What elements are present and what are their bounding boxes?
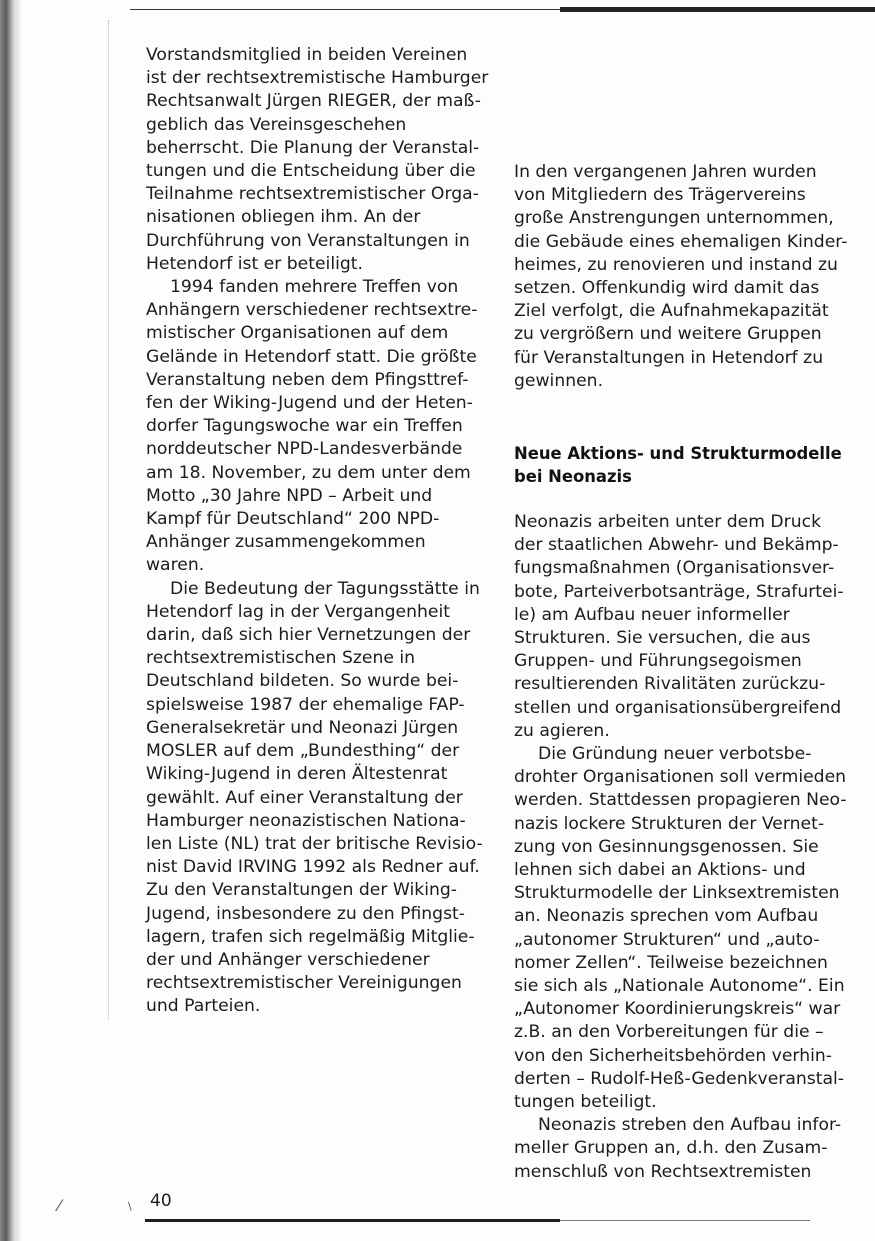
text-line: und Parteien. <box>146 996 261 1017</box>
text-line: waren. <box>146 555 205 576</box>
text-line: an. Neonazis sprechen vom Aufbau <box>514 906 819 927</box>
text-line: Gelände in Hetendorf statt. Die größte <box>146 346 477 367</box>
text-line: fungsmaßnahmen (Organisationsver- <box>514 558 835 579</box>
text-line: tungen beteiligt. <box>514 1092 657 1113</box>
text-line: heimes, zu renovieren und instand zu <box>514 254 838 275</box>
text-line: gewinnen. <box>514 370 604 391</box>
text-line: von Mitgliedern des Trägervereins <box>514 185 806 206</box>
text-line: zu vergrößern und weitere Gruppen <box>514 324 822 345</box>
text-line: Vorstandsmitglied in beiden Vereinen <box>146 45 468 65</box>
text-line: Deutschland bildeten. So wurde bei- <box>146 671 459 692</box>
section-heading <box>514 442 842 488</box>
text-line: Neonazis arbeiten unter dem Druck <box>514 512 822 532</box>
text-line: nomer Zellen“. Teilweise bezeichnen <box>514 952 828 973</box>
text-line: Durchführung von Veranstaltungen in <box>146 230 470 251</box>
text-line: Zu den Veranstaltungen der Wiking- <box>146 880 457 901</box>
text-line: „autonomer Strukturen“ und „auto- <box>514 929 820 950</box>
text-line: nisationen obliegen ihm. An der <box>146 207 421 228</box>
text-line: der und Anhänger verschiedener <box>146 949 430 970</box>
margin-scan-dots <box>108 20 109 1020</box>
text-line: „Autonomer Koordinierungskreis“ war <box>514 999 841 1020</box>
text-line: Jugend, insbesondere zu den Pfingst- <box>146 903 465 924</box>
text-line: z.B. an den Vorbereitungen für die – <box>514 1022 824 1043</box>
text-line: Generalsekretär und Neonazi Jürgen <box>146 717 459 738</box>
text-line: Gruppen- und Führungsegoismen <box>514 651 802 672</box>
text-line: lagern, trafen sich regelmäßig Mitglie- <box>146 926 475 947</box>
text-line: geblich das Vereinsgeschehen <box>146 114 407 135</box>
pencil-mark: \ <box>128 1200 132 1213</box>
text-line: drohter Organisationen soll vermieden <box>514 767 847 788</box>
text-line: ist der rechtsextremistische Hamburger <box>146 68 489 89</box>
text-line: norddeutscher NPD-Landesverbände <box>146 439 463 460</box>
text-line: mistischer Organisationen auf dem <box>146 323 449 344</box>
text-line: 1994 fanden mehrere Treffen von <box>170 277 459 298</box>
text-line: meller Gruppen an, d.h. den Zusam- <box>514 1138 828 1159</box>
text-line: In den vergangenen Jahren wurden <box>514 162 817 182</box>
text-line: Strukturmodelle der Linksextremisten <box>514 883 840 904</box>
section-heading-line: Neue Aktions- und Strukturmodelle <box>514 444 842 463</box>
text-line: Anhänger zusammengekommen <box>146 532 426 553</box>
scan-shadow-edge <box>0 0 22 1241</box>
text-line: bote, Parteiverbotsanträge, Strafurtei- <box>514 581 844 602</box>
text-line: sie sich als „Nationale Autonome“. Ein <box>514 976 845 997</box>
text-line: werden. Stattdessen propagieren Neo- <box>514 790 847 811</box>
text-line: spielsweise 1987 der ehemalige FAP- <box>146 694 465 715</box>
text-line: am 18. November, zu dem unter dem <box>146 462 471 483</box>
text-line: stellen und organisationsübergreifend <box>514 697 842 718</box>
text-line: Ziel verfolgt, die Aufnahmekapazität <box>514 301 829 322</box>
text-line: Kampf für Deutschland“ 200 NPD- <box>146 509 440 530</box>
text-line: Teilnahme rechtsextremistischer Orga- <box>146 184 479 205</box>
text-line: Veranstaltung neben dem Pfingsttref- <box>146 369 469 390</box>
text-line: beherrscht. Die Planung der Veranstal- <box>146 137 480 158</box>
text-line: menschluß von Rechtsextremisten <box>514 1161 812 1182</box>
text-line: setzen. Offenkundig wird damit das <box>514 278 820 299</box>
text-line: Die Bedeutung der Tagungsstätte in <box>170 578 480 599</box>
left-text-column <box>146 44 488 1019</box>
pencil-mark: ⁄ <box>58 1196 61 1215</box>
text-line: nist David IRVING 1992 als Redner auf. <box>146 857 480 878</box>
bottom-rule <box>145 1219 560 1222</box>
text-line: Hamburger neonazistischen Nationa- <box>146 810 466 831</box>
text-line: Hetendorf lag in der Vergangenheit <box>146 601 450 622</box>
text-line: gewählt. Auf einer Veranstaltung der <box>146 787 463 808</box>
page-number: 40 <box>150 1191 172 1211</box>
text-line: der staatlichen Abwehr- und Bekämp- <box>514 535 839 556</box>
text-line: Motto „30 Jahre NPD – Arbeit und <box>146 485 433 506</box>
text-line: Neonazis streben den Aufbau infor- <box>538 1115 842 1136</box>
section-heading-line: bei Neonazis <box>514 467 632 487</box>
text-line: Anhängern verschiedener rechtsextre- <box>146 300 478 321</box>
text-line: Hetendorf ist er beteiligt. <box>146 253 363 274</box>
text-line: für Veranstaltungen in Hetendorf zu <box>514 347 824 368</box>
text-line: rechtsextremistischen Szene in <box>146 648 416 669</box>
text-line: tungen und die Entscheidung über die <box>146 161 476 182</box>
text-line: große Anstrengungen unternommen, <box>514 208 834 229</box>
right-text-column-bottom <box>514 511 847 1184</box>
text-line: Wiking-Jugend in deren Ältestenrat <box>146 764 448 785</box>
text-line: le) am Aufbau neuer informeller <box>514 604 790 625</box>
text-line: zung von Gesinnungsgenossen. Sie <box>514 836 819 857</box>
text-line: rechtsextremistischer Vereinigungen <box>146 973 462 994</box>
text-line: Strukturen. Sie versuchen, die aus <box>514 628 811 649</box>
text-line: fen der Wiking-Jugend und der Heten- <box>146 393 473 414</box>
text-line: nazis lockere Strukturen der Vernet- <box>514 813 825 834</box>
text-line: dorfer Tagungswoche war ein Treffen <box>146 416 463 437</box>
bottom-rule-thin <box>560 1220 810 1221</box>
text-line: zu agieren. <box>514 720 610 741</box>
text-line: lehnen sich dabei an Aktions- und <box>514 860 806 881</box>
text-line: MOSLER auf dem „Bundesthing“ der <box>146 741 460 762</box>
text-line: len Liste (NL) trat der britische Revisio- <box>146 833 483 854</box>
text-line: die Gebäude eines ehemaligen Kinder- <box>514 231 848 252</box>
right-text-column-top <box>514 161 847 393</box>
text-line: Rechtsanwalt Jürgen RIEGER, der maß- <box>146 91 481 112</box>
top-rule-heavy <box>560 7 875 12</box>
text-line: derten – Rudolf-Heß-Gedenkveranstal- <box>514 1068 844 1089</box>
text-line: resultierenden Rivalitäten zurückzu- <box>514 674 826 695</box>
text-line: darin, daß sich hier Vernetzungen der <box>146 625 471 646</box>
text-line: von den Sicherheitsbehörden verhin- <box>514 1045 832 1066</box>
text-line: Die Gründung neuer verbotsbe- <box>538 744 812 765</box>
